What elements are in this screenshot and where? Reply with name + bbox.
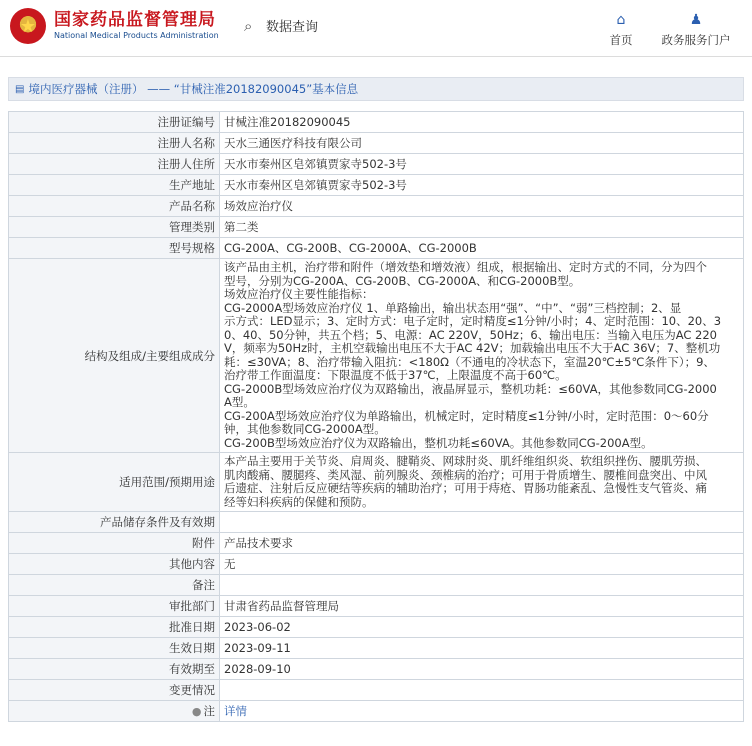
row-value: 甘肃省药品监督管理局: [220, 596, 744, 617]
nav-service-label: 政务服务门户: [661, 33, 731, 47]
nav-home-label: 首页: [609, 33, 633, 47]
table-row: [9, 112, 744, 133]
table-row: [9, 617, 744, 638]
row-label: 备注: [9, 575, 220, 596]
note-value-cell: [220, 701, 744, 722]
table-row: [9, 554, 744, 575]
row-value: 天水市秦州区皂郊镇贾家寺502-3号: [220, 154, 744, 175]
home-icon: ⌂: [616, 12, 626, 28]
details-link[interactable]: 详情: [224, 704, 247, 718]
table-row: [9, 133, 744, 154]
row-label: 型号规格: [9, 238, 220, 259]
row-value: [220, 680, 744, 701]
row-value: 天水市秦州区皂郊镇贾家寺502-3号: [220, 175, 744, 196]
table-row: [9, 596, 744, 617]
note-label-cell: [9, 701, 220, 722]
row-value: 天水三通医疗科技有限公司: [220, 133, 744, 154]
row-label: 管理类别: [9, 217, 220, 238]
search-document-icon: ⌕: [244, 16, 253, 35]
row-value: 无: [220, 554, 744, 575]
row-value: 第二类: [220, 217, 744, 238]
row-label: 审批部门: [9, 596, 220, 617]
table-row: [9, 533, 744, 554]
document-icon: ▤: [15, 83, 25, 95]
row-value: 2023-06-02: [220, 617, 744, 638]
note-row: [9, 701, 744, 722]
row-value: 该产品由主机，治疗带和附件（增效垫和增效液）组成，根据输出、定时方式的不同，分为四个 型号，分别为CG-200A、CG-200B、CG-2000A、和CG-2000B型。 场效应治疗仪主要性能指标： CG-2000A型场效应治疗仪 1、单路输出，输出状态用“强”、“中”、“弱”三档控制；2、显 示方式：LED显示；3、定时方式：电子定时，定时精度≤1分钟/小时；4、定时范围：10、20、3 0、40、50分钟，共五个档；5、电源：AC 220V，50Hz；6、输出电压：当输入电压为AC 220 V，频率为50Hz时，主机空载输出电压不大于AC 42V；加载输出电压不大于AC 36V；7、整机功 耗：≤30VA；8、治疗带输入阻抗：<180Ω（不通电的冷状态下，室温20℃±5℃条件下）；9、 治疗带工作面温度：下限温度不低于37℃，上限温度不高于60℃。 CG-2000B型场效应治疗仪为双路输出，液晶屏显示，整机功耗：≤60VA，其他参数同CG-2000 A型。 CG-200A型场效应治疗仪为单路输出，机械定时，定时精度≤1分钟/小时，定时范围：0～60分 钟，其他参数同CG-2000A型。 CG-200B型场效应治疗仪为双路输出，整机功耗≤60VA。其他参数同CG-200A型。: [220, 259, 744, 453]
table-row: [9, 453, 744, 512]
row-label: 适用范围/预期用途: [9, 453, 220, 512]
row-value: 本产品主要用于关节炎、肩周炎、腱鞘炎、网球肘炎、肌纤维组织炎、软组织挫伤、腰肌劳损、 肌肉酸痛、腰腿疼、类风湿、前列腺炎、颈椎病的治疗；可用于骨质增生、腰椎间盘突出、中风 后遗症、注射后反应硬结等疾病的辅助治疗；可用于痔疮、胃肠功能紊乱、急慢性支气管炎、痛 经等妇科疾病的保健和预防。: [220, 453, 744, 512]
table-row: [9, 638, 744, 659]
section-title-bar: [8, 77, 744, 101]
table-row: [9, 659, 744, 680]
logo-title-en: National Medical Products Administration: [54, 31, 219, 40]
row-value: [220, 575, 744, 596]
row-label: 产品储存条件及有效期: [9, 512, 220, 533]
row-value: 2023-09-11: [220, 638, 744, 659]
table-row: [9, 238, 744, 259]
lightbulb-icon: ●: [191, 705, 202, 718]
row-value: CG-200A、CG-200B、CG-2000A、CG-2000B: [220, 238, 744, 259]
row-label: 生产地址: [9, 175, 220, 196]
row-label: 有效期至: [9, 659, 220, 680]
nav-service-portal[interactable]: [656, 12, 736, 48]
row-value: [220, 512, 744, 533]
table-row: [9, 512, 744, 533]
data-query-link[interactable]: [244, 16, 318, 35]
table-row: [9, 175, 744, 196]
row-label: 附件: [9, 533, 220, 554]
data-query-label: 数据查询: [266, 20, 319, 35]
logo-title-cn: 国家药品监督管理局: [54, 10, 216, 30]
section-title: 境内医疗器械（注册） —— “甘械注准20182090045”基本信息: [28, 82, 359, 96]
device-info-table: [8, 111, 744, 722]
note-label: 注: [203, 704, 215, 718]
row-value: 场效应治疗仪: [220, 196, 744, 217]
table-row: [9, 196, 744, 217]
national-emblem-icon: ★: [10, 8, 46, 44]
row-label: 注册人住所: [9, 154, 220, 175]
table-row: [9, 217, 744, 238]
row-label: 其他内容: [9, 554, 220, 575]
table-row: [9, 575, 744, 596]
table-row: [9, 154, 744, 175]
row-label: 产品名称: [9, 196, 220, 217]
row-label: 结构及组成/主要组成成分: [9, 259, 220, 453]
site-header: [0, 0, 752, 57]
site-logo[interactable]: [10, 8, 219, 44]
nav-home[interactable]: [604, 12, 638, 48]
row-value: 甘械注准20182090045: [220, 112, 744, 133]
row-label: 注册人名称: [9, 133, 220, 154]
row-label: 注册证编号: [9, 112, 220, 133]
table-row: [9, 680, 744, 701]
table-row: [9, 259, 744, 453]
row-label: 批准日期: [9, 617, 220, 638]
row-value: 产品技术要求: [220, 533, 744, 554]
user-icon: ♟: [689, 12, 703, 28]
row-label: 生效日期: [9, 638, 220, 659]
row-value: 2028-09-10: [220, 659, 744, 680]
row-label: 变更情况: [9, 680, 220, 701]
